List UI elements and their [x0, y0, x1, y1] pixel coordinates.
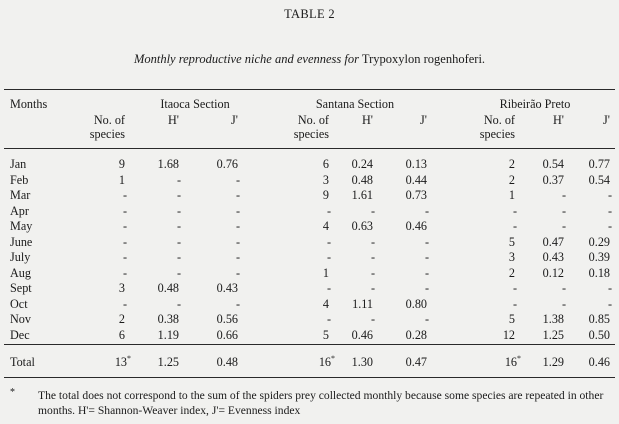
table-caption [0, 52, 619, 66]
table-cell: - [176, 204, 181, 218]
species-header-3: No. of [483, 113, 515, 127]
table-cell: 3 [118, 281, 125, 295]
table-cell: - [512, 297, 517, 311]
row-month: Jan [10, 157, 27, 171]
row-month: June [10, 235, 33, 249]
table-cell: 2 [508, 266, 515, 280]
table-cell: 0.37 [542, 173, 564, 187]
table-cell: - [607, 281, 612, 295]
table-cell: 1.68 [157, 157, 179, 171]
total-cell: 16* [504, 354, 521, 369]
table-cell: 1.25 [542, 328, 564, 342]
group-ribeirao: Ribeirão Preto [499, 97, 571, 111]
total-marker: * [331, 354, 335, 363]
table-cell: 0.39 [588, 250, 610, 264]
row-month: Aug [10, 266, 31, 280]
table-cell: - [176, 188, 181, 202]
table-cell: - [122, 235, 127, 249]
total-cell: 0.47 [405, 355, 427, 369]
table-cell: 6 [118, 328, 125, 342]
table-cell: - [122, 266, 127, 280]
j-header-1: J' [231, 113, 238, 127]
table-cell: 0.47 [542, 235, 564, 249]
table-cell: - [235, 297, 240, 311]
table-cell: 0.50 [588, 328, 610, 342]
table-cell: 5 [508, 312, 515, 326]
table-cell: - [235, 266, 240, 280]
table-cell: - [326, 204, 331, 218]
table-cell: 0.24 [351, 157, 373, 171]
table-cell: 0.44 [405, 173, 427, 187]
table-cell: 0.43 [216, 281, 238, 295]
table-cell: 1 [508, 188, 515, 202]
table-cell: 1 [118, 173, 125, 187]
total-cell: 0.46 [588, 355, 610, 369]
table-cell: 0.43 [542, 250, 564, 264]
table-cell: 12 [502, 328, 515, 342]
table-cell: - [370, 312, 375, 326]
table-cell: - [561, 219, 566, 233]
species-header-1b: species [89, 127, 125, 141]
table-cell: 4 [322, 219, 329, 233]
table-cell: 1.19 [157, 328, 179, 342]
table-cell: 0.29 [588, 235, 610, 249]
table-cell: 0.46 [405, 219, 427, 233]
table-cell: 1.38 [542, 312, 564, 326]
table-cell: 3 [508, 250, 515, 264]
bottom-rule [4, 377, 615, 378]
table-cell: 3 [322, 173, 329, 187]
top-rule [4, 89, 615, 90]
total-cell: 1.30 [351, 355, 373, 369]
table-cell: - [561, 204, 566, 218]
table-cell: - [370, 281, 375, 295]
total-cell: 13* [114, 354, 131, 369]
table-cell: 0.48 [157, 281, 179, 295]
table-cell: - [235, 235, 240, 249]
footnote-text: The total does not correspond to the sum of the spiders prey collected monthly because some species are repeated in other months. H'= Shannon-Weaver index, J'= Evenness index [38, 389, 604, 417]
table-cell: 2 [508, 173, 515, 187]
table-cell: 2 [508, 157, 515, 171]
table-cell: - [607, 188, 612, 202]
table-cell: - [122, 204, 127, 218]
table-cell: 6 [322, 157, 329, 171]
table-cell: - [607, 297, 612, 311]
footnote-marker: * [10, 387, 15, 398]
h-header-2: H' [362, 113, 373, 127]
table-cell: - [424, 281, 429, 295]
table-cell: - [370, 204, 375, 218]
table-cell: - [176, 173, 181, 187]
table-cell: - [326, 250, 331, 264]
table-cell: 1.61 [351, 188, 373, 202]
species-header-2b: species [293, 127, 329, 141]
group-santana: Santana Section [315, 97, 395, 111]
species-header-3b: species [479, 127, 515, 141]
h-header-3: H' [553, 113, 564, 127]
table-cell: - [424, 250, 429, 264]
table-cell: - [512, 281, 517, 295]
table-cell: - [424, 312, 429, 326]
table-cell: - [176, 266, 181, 280]
table-cell: 9 [118, 157, 125, 171]
table-cell: 0.56 [216, 312, 238, 326]
table-cell: - [561, 281, 566, 295]
row-month: Nov [10, 312, 31, 326]
table-cell: 0.63 [351, 219, 373, 233]
table-cell: 9 [322, 188, 329, 202]
table-cell: 0.85 [588, 312, 610, 326]
caption-text: Monthly reproductive niche and evenness for [133, 52, 359, 66]
table-cell: - [326, 235, 331, 249]
table-cell: - [122, 219, 127, 233]
table-cell: - [235, 204, 240, 218]
row-month: Feb [10, 173, 29, 187]
group-itaoca: Itaoca Section [160, 97, 230, 111]
j-header-2: J' [420, 113, 427, 127]
table-cell: 0.80 [405, 297, 427, 311]
table-cell: - [607, 204, 612, 218]
table-cell: 0.54 [542, 157, 564, 171]
table-cell: 0.48 [351, 173, 373, 187]
table-cell: - [122, 188, 127, 202]
species-header-1: No. of [93, 113, 125, 127]
row-month: Apr [10, 204, 29, 218]
table-cell: - [235, 219, 240, 233]
table-cell: - [176, 235, 181, 249]
row-month: Sept [10, 281, 32, 295]
table-cell: - [122, 250, 127, 264]
table-cell: - [607, 219, 612, 233]
table-cell: 5 [508, 235, 515, 249]
caption-species: Trypoxylon rogenhoferi. [361, 52, 486, 66]
table-cell: - [235, 250, 240, 264]
total-cell: 1.29 [542, 355, 564, 369]
table-cell: 0.73 [405, 188, 427, 202]
total-marker: * [127, 354, 131, 363]
table-cell: - [176, 297, 181, 311]
row-month: Dec [10, 328, 30, 342]
species-header-2: No. of [297, 113, 329, 127]
table-cell: 0.77 [588, 157, 610, 171]
table-cell: - [561, 188, 566, 202]
table-cell: 0.38 [157, 312, 179, 326]
table-cell: 0.66 [216, 328, 238, 342]
months-header: Months [10, 97, 48, 111]
table-cell: - [561, 297, 566, 311]
table-cell: - [512, 219, 517, 233]
table-cell: - [326, 281, 331, 295]
row-month: July [10, 250, 31, 264]
table-cell: 5 [322, 328, 329, 342]
total-cell: 1.25 [157, 355, 179, 369]
table-cell: 4 [322, 297, 329, 311]
table-cell: - [235, 173, 240, 187]
total-rule [4, 344, 615, 345]
table-cell: 1 [322, 266, 329, 280]
table-cell: - [122, 297, 127, 311]
table-cell: - [176, 219, 181, 233]
table-cell: - [424, 266, 429, 280]
header-rule [4, 148, 615, 149]
table-cell: 0.76 [216, 157, 238, 171]
table-cell: - [176, 250, 181, 264]
total-cell: 16* [318, 354, 335, 369]
total-cell: 0.48 [216, 355, 238, 369]
table-cell: - [370, 266, 375, 280]
table-cell: 0.54 [588, 173, 610, 187]
row-month: Oct [10, 297, 28, 311]
h-header-1: H' [168, 113, 179, 127]
row-month: Mar [10, 188, 31, 202]
table-cell: 0.18 [588, 266, 610, 280]
table-title: TABLE 2 [284, 7, 335, 21]
table-cell: - [424, 204, 429, 218]
table-cell: 0.28 [405, 328, 427, 342]
table-cell: - [370, 235, 375, 249]
table-cell: 0.46 [351, 328, 373, 342]
table-cell: - [235, 188, 240, 202]
table-cell: - [512, 204, 517, 218]
table-cell: - [370, 250, 375, 264]
total-marker: * [517, 354, 521, 363]
table-cell: - [326, 312, 331, 326]
total-label: Total [10, 355, 35, 369]
row-month: May [10, 219, 33, 233]
table-cell: 0.13 [405, 157, 427, 171]
j-header-3: J' [603, 113, 610, 127]
table-cell: 1.11 [352, 297, 373, 311]
table-cell: 0.12 [542, 266, 564, 280]
table-cell: - [424, 235, 429, 249]
table-cell: 2 [118, 312, 125, 326]
